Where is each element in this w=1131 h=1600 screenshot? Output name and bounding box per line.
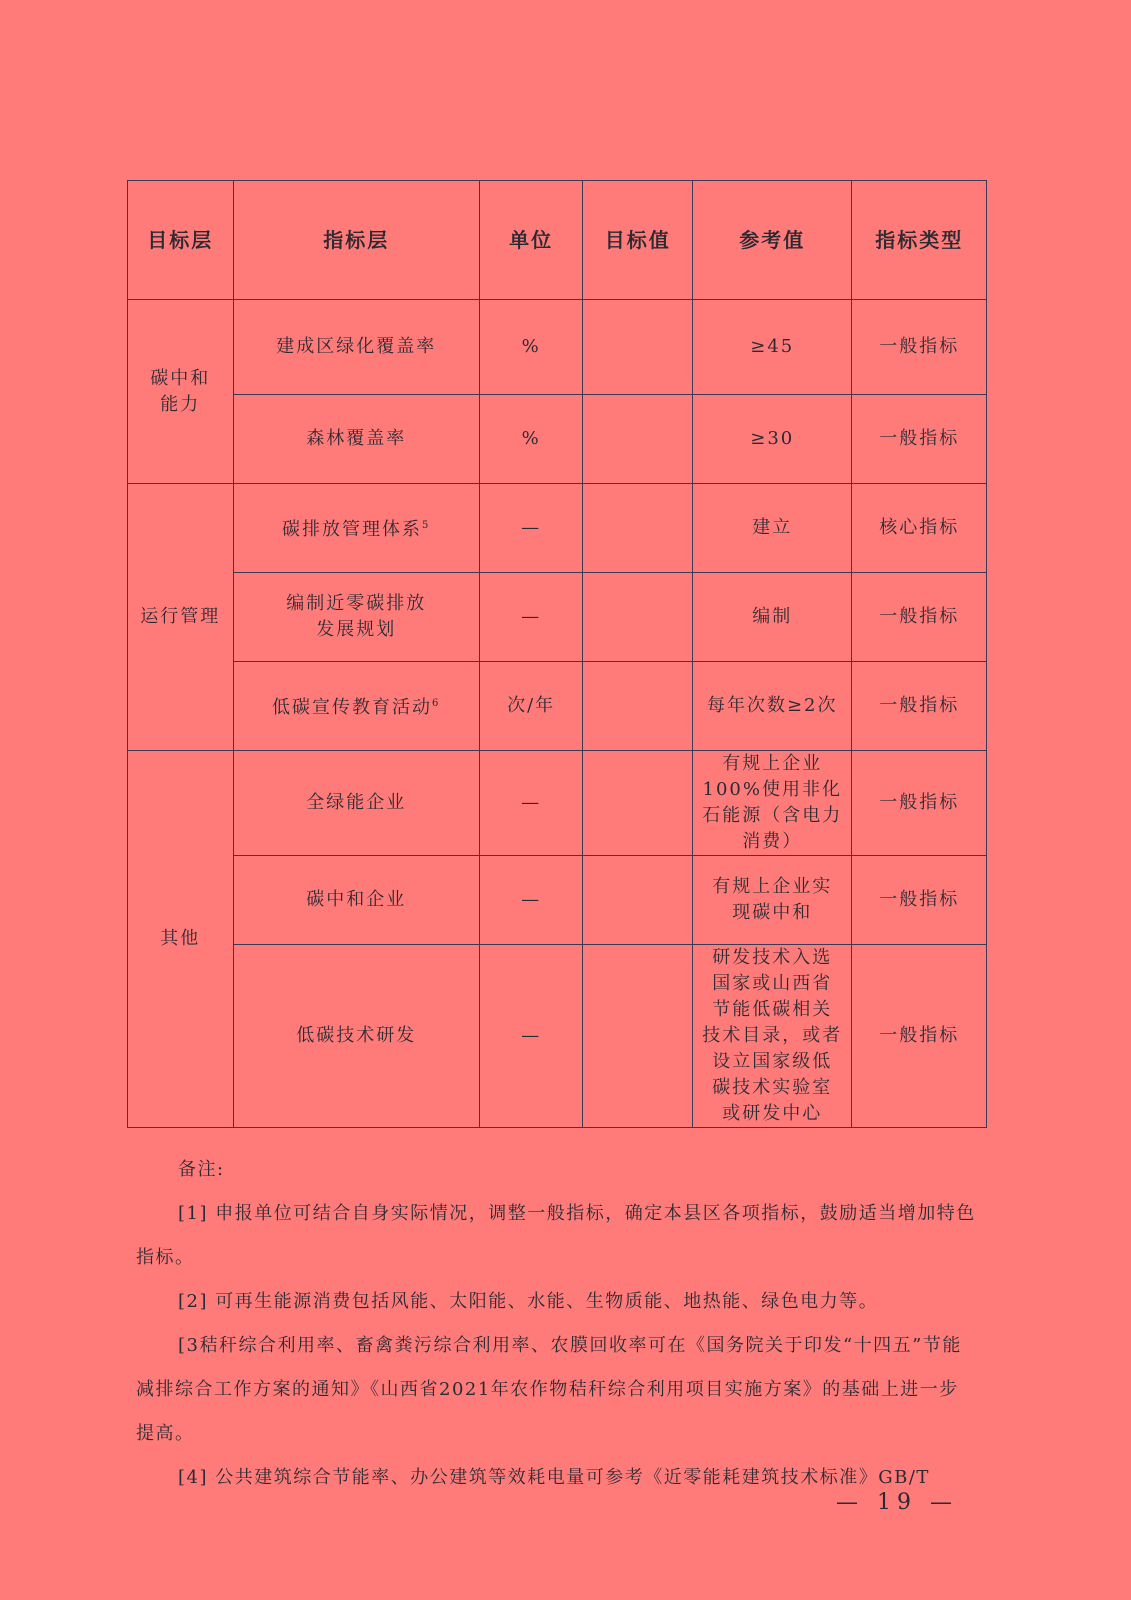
table-row <box>128 573 987 662</box>
reference-cell: 每年次数≥2次 <box>693 662 852 751</box>
goal-cell: 其他 <box>128 751 234 1128</box>
goal-cell: 碳中和 能力 <box>128 300 234 484</box>
header-goal-layer: 目标层 <box>128 181 234 300</box>
reference-cell: 有规上企业实 现碳中和 <box>693 856 852 945</box>
note-item: [2] 可再生能源消费包括风能、太阳能、水能、生物质能、地热能、绿色电力等。 <box>178 1291 879 1312</box>
type-cell: 一般指标 <box>852 573 987 662</box>
indicator-cell: 森林覆盖率 <box>233 395 479 484</box>
target-cell <box>583 945 693 1128</box>
footnote-marker: 5 <box>422 520 431 531</box>
indicator-cell: 碳排放管理体系$^5$ <box>233 484 479 573</box>
type-cell: 一般指标 <box>852 300 987 395</box>
reference-cell: 研发技术入选 国家或山西省 节能低碳相关 技术目录，或者 设立国家级低 碳技术实验室 或研发中心 <box>693 945 852 1128</box>
unit-cell: % <box>479 300 582 395</box>
unit-cell: — <box>479 573 582 662</box>
table-row <box>128 751 987 856</box>
unit-cell: — <box>479 484 582 573</box>
target-cell <box>583 662 693 751</box>
indicator-cell: 全绿能企业 <box>233 751 479 856</box>
indicator-cell: 低碳宣传教育活动$^6$ <box>233 662 479 751</box>
reference-cell: 有规上企业 100%使用非化 石能源（含电力 消费） <box>693 751 852 856</box>
header-indicator-type: 指标类型 <box>852 181 987 300</box>
reference-cell: 编制 <box>693 573 852 662</box>
header-indicator-layer: 指标层 <box>233 181 479 300</box>
target-cell <box>583 300 693 395</box>
type-cell: 一般指标 <box>852 395 987 484</box>
type-cell: 一般指标 <box>852 751 987 856</box>
note-item: [1] 申报单位可结合自身实际情况，调整一般指标，确定本县区各项指标，鼓励适当增加特色指标。 <box>136 1203 976 1268</box>
header-reference-value: 参考值 <box>693 181 852 300</box>
unit-cell: % <box>479 395 582 484</box>
target-cell <box>583 751 693 856</box>
indicator-cell: 建成区绿化覆盖率 <box>233 300 479 395</box>
target-cell <box>583 484 693 573</box>
target-cell <box>583 395 693 484</box>
type-cell: 一般指标 <box>852 662 987 751</box>
reference-cell: 建立 <box>693 484 852 573</box>
notes-section <box>136 1148 976 1500</box>
note-item: [3秸秆综合利用率、畜禽粪污综合利用率、农膜回收率可在《国务院关于印发“十四五”节能减排综合工作方案的通知》《山西省2021年农作物秸秆综合利用项目实施方案》的基础上进一步提高。 <box>136 1335 962 1444</box>
type-cell: 一般指标 <box>852 856 987 945</box>
indicator-cell: 碳中和企业 <box>233 856 479 945</box>
indicator-cell: 编制近零碳排放 发展规划 <box>233 573 479 662</box>
table-row <box>128 856 987 945</box>
header-unit: 单位 <box>479 181 582 300</box>
table-row <box>128 300 987 395</box>
table-row <box>128 484 987 573</box>
unit-cell: — <box>479 856 582 945</box>
unit-cell: 次/年 <box>479 662 582 751</box>
footnote-marker: 6 <box>432 698 441 709</box>
target-cell <box>583 856 693 945</box>
target-cell <box>583 573 693 662</box>
header-target-value: 目标值 <box>583 181 693 300</box>
note-item: [4] 公共建筑综合节能率、办公建筑等效耗电量可参考《近零能耗建筑技术标准》GB/T <box>178 1467 930 1488</box>
notes-label: 备注: <box>178 1159 225 1180</box>
unit-cell: — <box>479 945 582 1128</box>
table-row <box>128 945 987 1128</box>
type-cell: 核心指标 <box>852 484 987 573</box>
indicator-table <box>127 180 987 1128</box>
reference-cell: ≥45 <box>693 300 852 395</box>
page-number: — 19 — <box>836 1490 958 1515</box>
table-row <box>128 395 987 484</box>
goal-cell: 运行管理 <box>128 484 234 751</box>
type-cell: 一般指标 <box>852 945 987 1128</box>
reference-cell: ≥30 <box>693 395 852 484</box>
table-header-row <box>128 181 987 300</box>
table-row <box>128 662 987 751</box>
indicator-cell: 低碳技术研发 <box>233 945 479 1128</box>
unit-cell: — <box>479 751 582 856</box>
